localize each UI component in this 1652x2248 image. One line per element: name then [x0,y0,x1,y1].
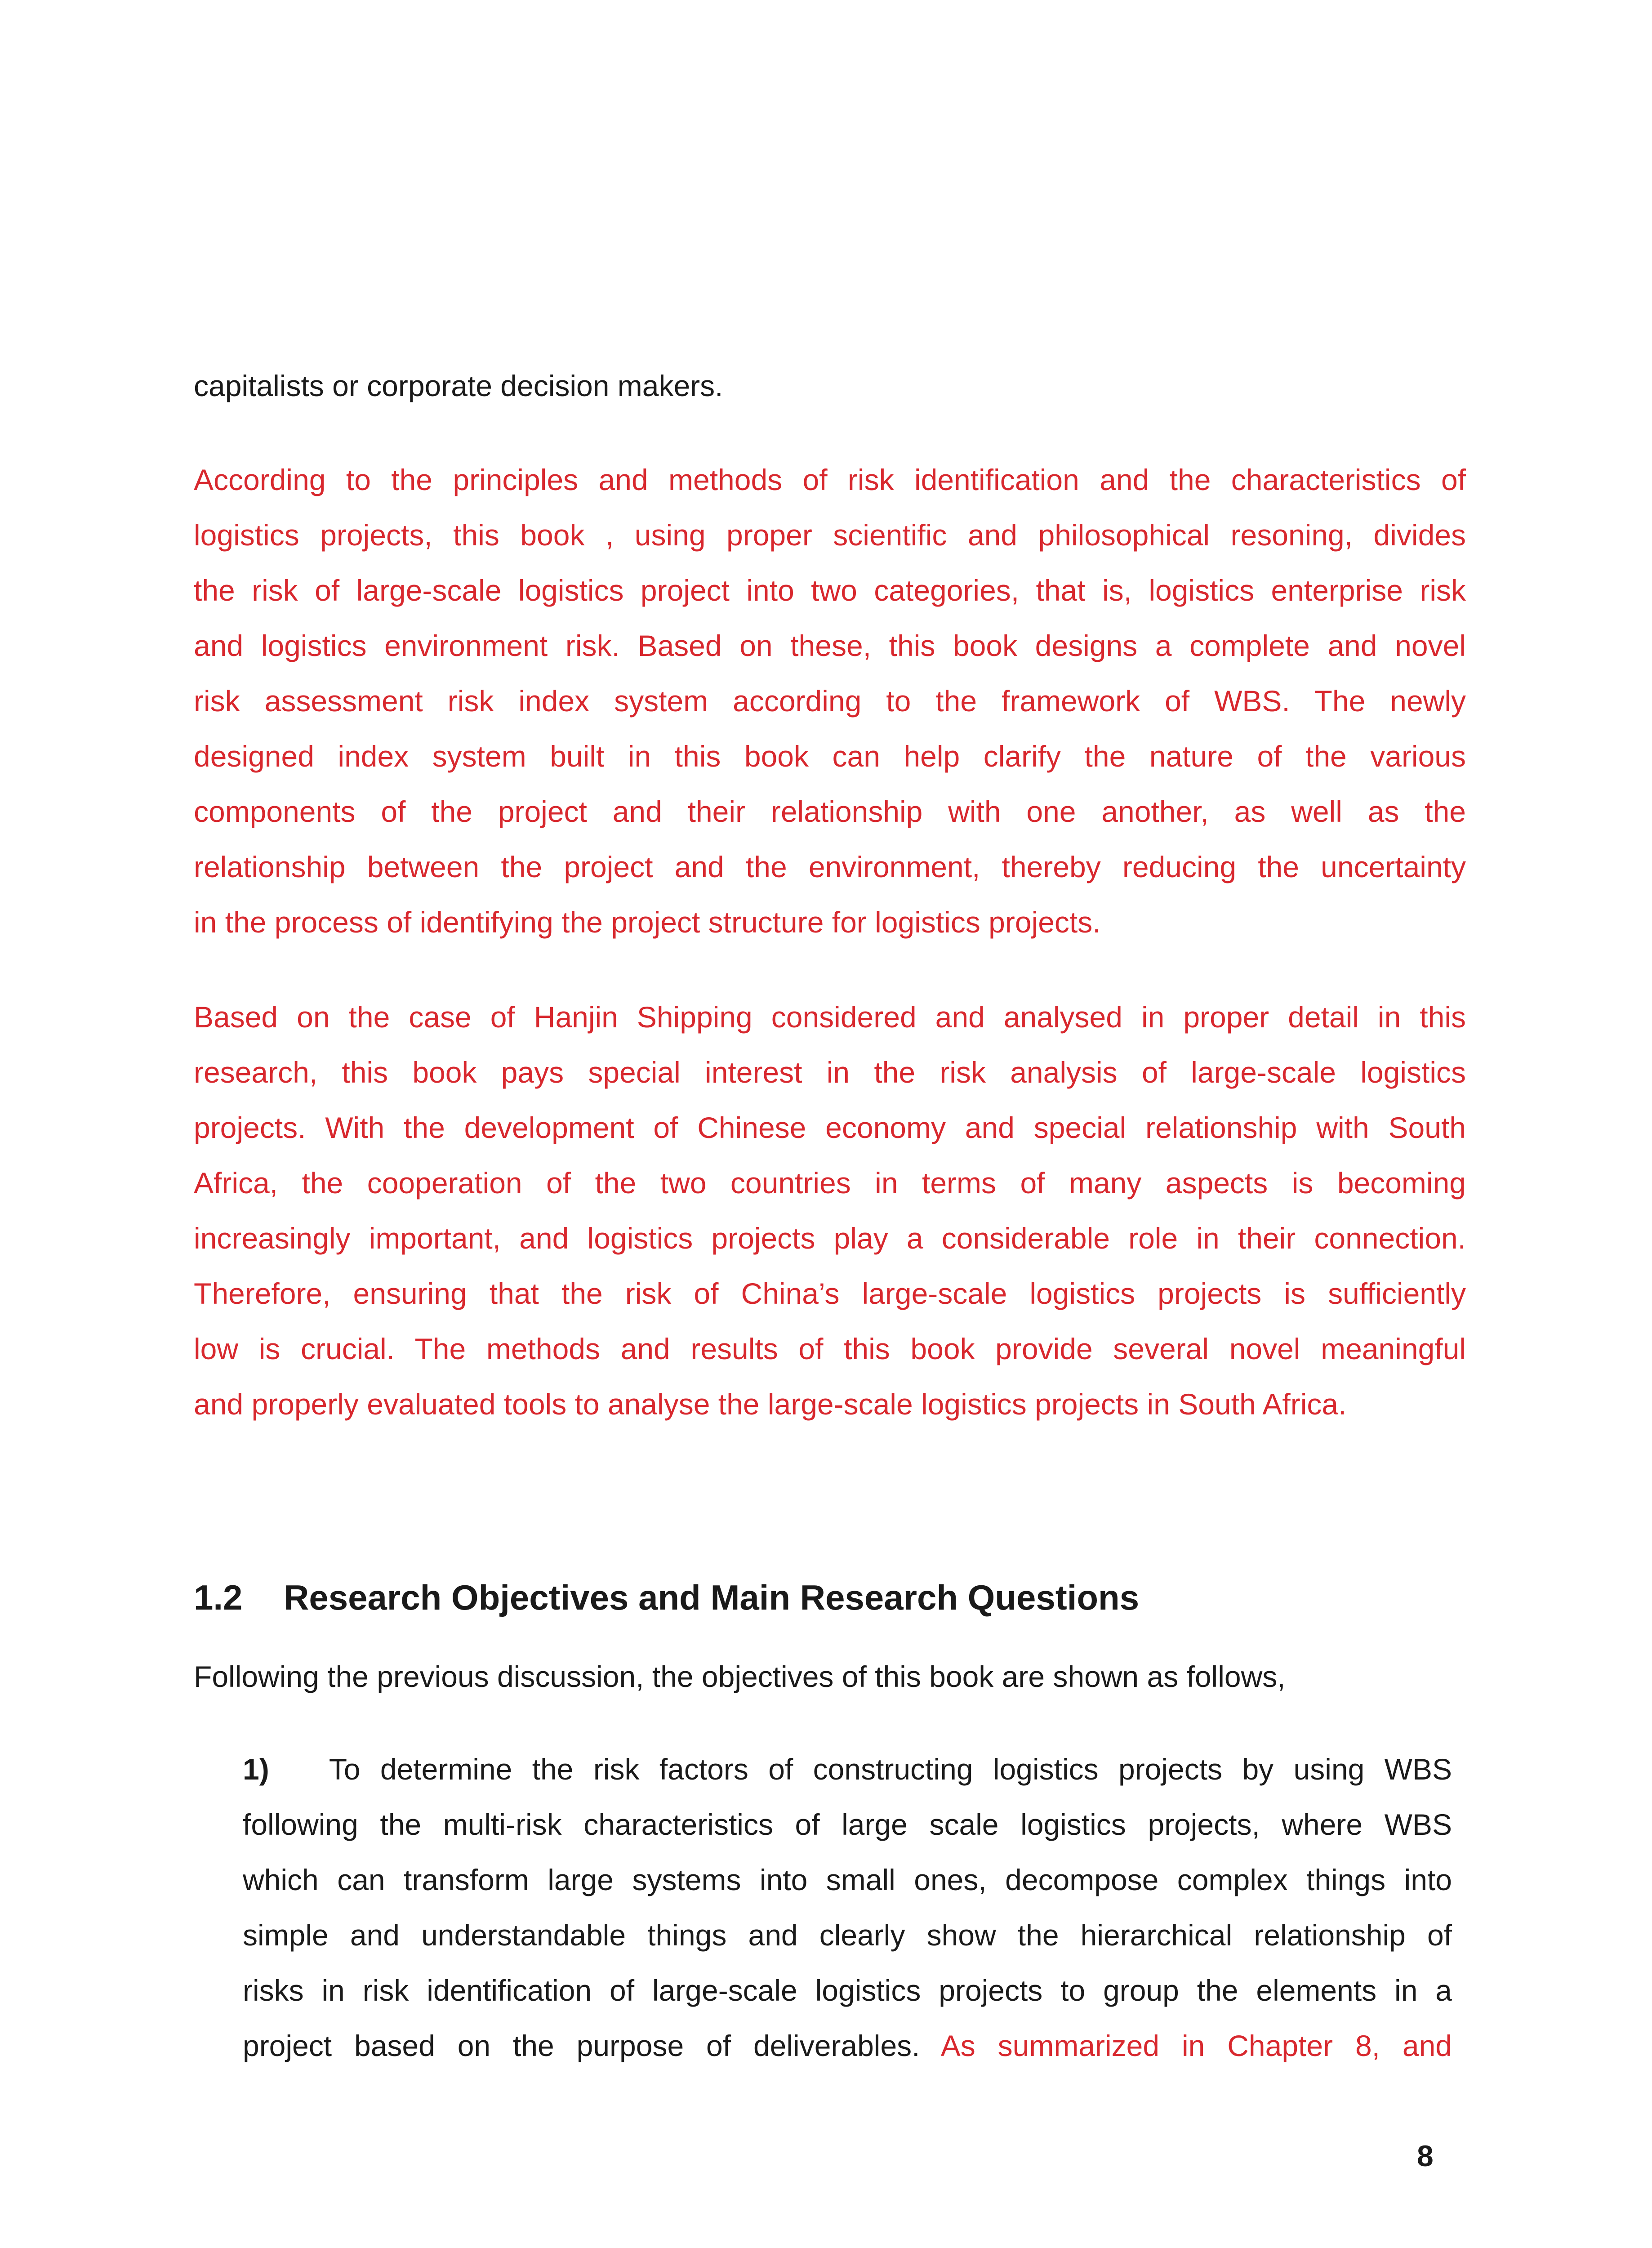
paragraph-line: components of the project and their relationship with one another, as well as the [194,795,1466,828]
paragraph-line: research, this book pays special interest in the risk analysis of large-scale logistics [194,1056,1466,1089]
section-number: 1.2 [194,1578,243,1617]
objective-highlight-text: As summarized in Chapter 8, and [940,2029,1452,2062]
paragraph-line: and logistics environment risk. Based on these, this book designs a complete and novel [194,629,1466,662]
objective-line [243,2028,1452,2064]
paragraph-line: the risk of large-scale logistics project into two categories, that is, logistics enterprise risk [194,574,1466,607]
objective-text: To determine the risk factors of constructing logistics projects by using WBS [329,1753,1452,1786]
paragraph-line: low is crucial. The methods and results of this book provide several novel meaningful [194,1332,1466,1365]
paragraph-line: Therefore, ensuring that the risk of China’s large-scale logistics projects is sufficiently [194,1277,1466,1310]
paragraph-line: increasingly important, and logistics projects play a considerable role in their connection. [194,1222,1466,1255]
section-title: Research Objectives and Main Research Questions [284,1578,1140,1617]
objective-line: following the multi-risk characteristics of large scale logistics projects, where WBS [243,1808,1452,1841]
paragraph-line: in the process of identifying the project structure for logistics projects. [194,905,1101,939]
objective-text: project based on the purpose of deliverables. [243,2029,920,2062]
paragraph-line: relationship between the project and the environment, thereby reducing the uncertainty [194,850,1466,883]
paragraph-line: designed index system built in this book can help clarify the nature of the various [194,740,1466,773]
section-heading [194,1576,1139,1619]
section-intro: Following the previous discussion, the objectives of this book are shown as follows, [194,1660,1286,1693]
objective-first-line [243,1751,1452,1787]
list-marker: 1) [243,1753,269,1786]
paragraph-line: According to the principles and methods of risk identification and the characteristics of [194,463,1466,496]
paragraph-line: projects. With the development of Chinese economy and special relationship with South [194,1111,1466,1144]
paragraph-line: Africa, the cooperation of the two countries in terms of many aspects is becoming [194,1166,1466,1200]
paragraph-line: and properly evaluated tools to analyse the large-scale logistics projects in South Africa. [194,1387,1347,1421]
objective-line: simple and understandable things and clearly show the hierarchical relationship of [243,1918,1452,1952]
objective-line: which can transform large systems into small ones, decompose complex things into [243,1863,1452,1896]
page-number: 8 [1417,2139,1434,2172]
opening-line: capitalists or corporate decision makers. [194,369,723,402]
objective-line: risks in risk identification of large-scale logistics projects to group the elements in a [243,1974,1452,2007]
paragraph-line: Based on the case of Hanjin Shipping considered and analysed in proper detail in this [194,1000,1466,1034]
paragraph-line: logistics projects, this book , using proper scientific and philosophical resoning, divides [194,518,1466,552]
paragraph-line: risk assessment risk index system according to the framework of WBS. The newly [194,684,1466,718]
